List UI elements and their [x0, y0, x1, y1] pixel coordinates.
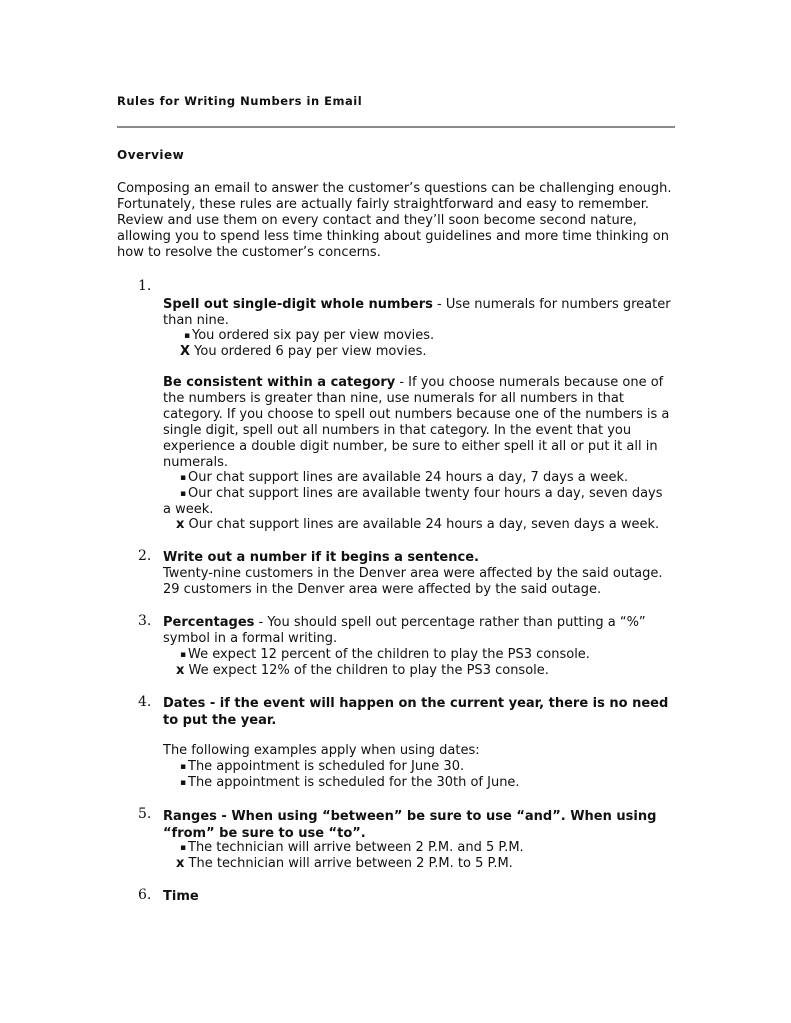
rule-5-heading: Ranges - When using “between” be sure to use “and”. When using “from” be sure to use “to”.: [163, 809, 657, 841]
example-text: Our chat support lines are available twenty four hours a day, seven days: [188, 486, 663, 501]
rule-3-body: [163, 615, 678, 647]
rule-4-heading-block: [163, 695, 673, 729]
rule-2-line-1: Twenty-nine customers in the Denver area were affected by the said outage.: [163, 566, 663, 581]
rule-1-number: 1.: [138, 278, 152, 294]
rule-5-heading-block: [163, 808, 668, 842]
rule-1a-text: - Use numerals for numbers greater than nine.: [163, 297, 671, 328]
rule-1b-example-1: [180, 470, 628, 486]
rule-4-intro: The following examples apply when using dates:: [163, 743, 480, 758]
rule-2-heading: Write out a number if it begins a sentence.: [163, 550, 479, 565]
example-text: We expect 12% of the children to play the PS3 console.: [188, 663, 549, 678]
rule-1-part-b: [163, 375, 678, 471]
rule-5-example-correct: [180, 840, 524, 856]
overview-paragraph: Composing an email to answer the customer’s questions can be challenging enough. Fortunately, these rules are actually fairly straightforward and easy to remember. Review and use them on every contact and they’ll soon become second nature, allowing you to spend less time thinking about guidelines and more time thinking on how to resolve the customer’s concerns.: [117, 181, 672, 260]
example-text: You ordered six pay per view movies.: [192, 328, 435, 343]
rule-5-example-wrong: [176, 856, 513, 872]
x-mark-icon: x: [176, 663, 185, 678]
rule-4-example-2: [180, 775, 520, 791]
example-text: We expect 12 percent of the children to play the PS3 console.: [188, 647, 590, 662]
rule-2-line-2: 29 customers in the Denver area were affected by the said outage.: [163, 582, 602, 597]
rule-1a-example-correct: [184, 328, 434, 344]
bullet-icon: ▪: [184, 331, 191, 341]
rule-6-heading: Time: [163, 889, 199, 904]
rule-4-number: 4.: [138, 694, 152, 710]
rule-4-example-1: [180, 759, 464, 775]
document-title: Rules for Writing Numbers in Email: [117, 94, 363, 108]
example-text: The technician will arrive between 2 P.M. to 5 P.M.: [188, 856, 513, 871]
rule-1b-example-wrong: [176, 517, 659, 533]
x-mark-icon: X: [180, 344, 191, 359]
title-divider: [117, 126, 675, 128]
rule-1-part-a: [163, 297, 678, 329]
rule-6-number: 6.: [138, 887, 152, 903]
example-text: You ordered 6 pay per view movies.: [194, 344, 427, 359]
bullet-icon: ▪: [180, 762, 187, 772]
bullet-icon: ▪: [180, 650, 187, 660]
example-text: Our chat support lines are available 24 hours a day, 7 days a week.: [188, 470, 629, 485]
bullet-icon: ▪: [180, 843, 187, 853]
rule-2-number: 2.: [138, 548, 152, 564]
rule-1b-text: - If you choose numerals because one of the numbers is greater than nine, use numerals for all numbers in that category. If you choose to spell out numbers because one of the numbers is a single digit, spell out all numbers in that category. In the event that you experience a double digit number, be sure to either spell it all or put it all in numerals.: [163, 375, 670, 470]
rule-1a-example-wrong: [180, 344, 427, 360]
rule-3-number: 3.: [138, 613, 152, 629]
rule-1a-heading: Spell out single-digit whole numbers: [163, 297, 433, 312]
example-text: The technician will arrive between 2 P.M. and 5 P.M.: [188, 840, 524, 855]
x-mark-icon: x: [176, 856, 185, 871]
rule-3-example-correct: [180, 647, 590, 663]
bullet-icon: ▪: [180, 473, 187, 483]
example-text: The appointment is scheduled for June 30.: [188, 759, 465, 774]
rule-5-number: 5.: [138, 806, 152, 822]
example-text: The appointment is scheduled for the 30th of June.: [188, 775, 520, 790]
example-text: Our chat support lines are available 24 hours a day, seven days a week.: [188, 517, 660, 532]
rule-3-text: - You should spell out percentage rather than putting a “%” symbol in a formal writing.: [163, 615, 646, 646]
rule-2-body: [163, 550, 678, 598]
x-mark-icon: x: [176, 517, 185, 532]
rule-4-heading: Dates - if the event will happen on the current year, there is no need to put the year.: [163, 696, 669, 728]
rule-1b-heading: Be consistent within a category: [163, 375, 396, 390]
bullet-icon: ▪: [180, 489, 187, 499]
rule-1b-example-2-continued: a week.: [163, 502, 214, 517]
rule-1b-example-2: [180, 486, 663, 502]
bullet-icon: ▪: [180, 778, 187, 788]
overview-heading: Overview: [117, 148, 185, 162]
rule-6-heading-block: [163, 889, 678, 905]
rule-3-heading: Percentages: [163, 615, 255, 630]
rule-3-example-wrong: [176, 663, 549, 679]
